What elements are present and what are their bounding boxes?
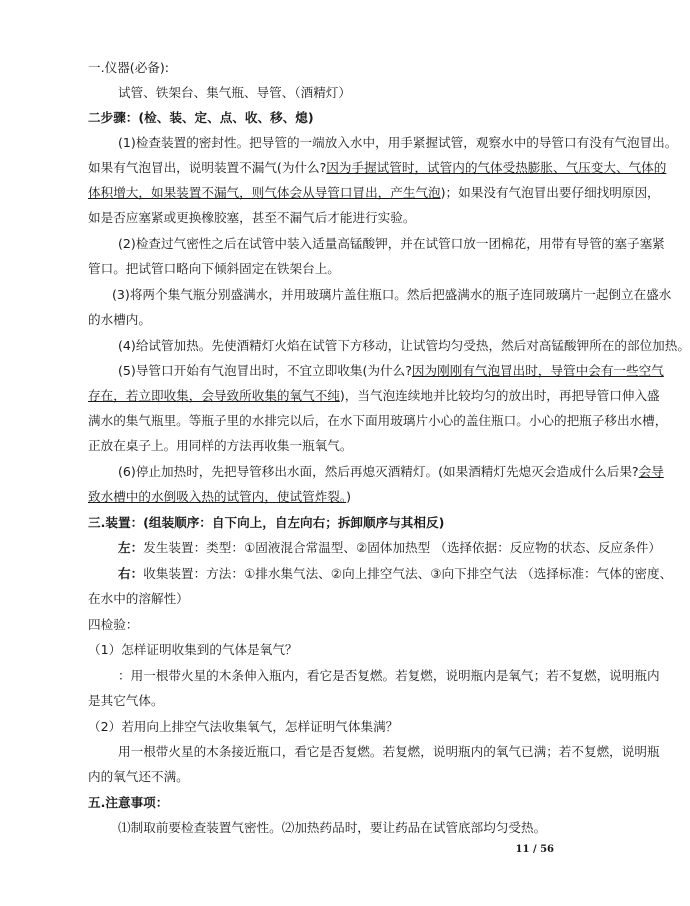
equipment-list: 试管、铁架台、集气瓶、导管、（酒精灯） xyxy=(118,85,351,100)
section-title-notes: 五.注意事项： xyxy=(88,795,169,810)
step-1-line-4: 如是否应塞紧或更换橡胶塞，甚至不漏气后才能进行实验。 xyxy=(88,210,416,225)
step-2-line-1: (2)检查过气密性之后在试管中装入适量高锰酸钾，并在试管口放一团棉花，用带有导管的塞子塞紧 xyxy=(118,236,665,251)
step-5-line-1: (5)导管口开始有气泡冒出时，不宜立即收集(为什么?因为刚刚有气泡冒出时，导管中会有一些空气 xyxy=(118,363,664,378)
answer-2-line-2: 内的氧气还不满。 xyxy=(88,769,189,784)
step-5-line-3: 满水的集气瓶里。等瓶子里的水排完以后，在水下面用玻璃片小心的盖住瓶口。小心的把瓶子移出水槽， xyxy=(88,413,668,428)
apparatus-right: 右：收集装置：方法：①排水集气法、②向上排空气法、③向下排空气法 （选择标准：气体的密度、 xyxy=(118,566,673,581)
question-1: （1）怎样证明收集到的气体是氧气？ xyxy=(88,642,298,657)
step-2-line-2: 管口。把试管口略向下倾斜固定在铁架台上。 xyxy=(88,261,340,276)
step-4: (4)给试管加热。先使酒精灯火焰在试管下方移动，让试管均匀受热，然后对高锰酸钾所在的部位加热。 xyxy=(118,338,690,353)
answer-1-line-1: ：用一根带火星的木条伸入瓶内，看它是否复燃。若复燃，说明瓶内是氧气；若不复燃，说明瓶内 xyxy=(118,668,660,683)
section-title-instruments: 一.仪器(必备): xyxy=(88,60,170,75)
step-5-line-4: 正放在桌子上。用同样的方法再收集一瓶氧气。 xyxy=(88,438,353,453)
step-6-line-1: (6)停止加热时，先把导管移出水面，然后再熄灭酒精灯。(如果酒精灯先熄灭会造成什么后果?会导 xyxy=(118,464,664,479)
answer-2-line-1: 用一根带火星的木条接近瓶口，看它是否复燃。若复燃，说明瓶内的氧气已满；若不复燃，说明瓶 xyxy=(118,744,660,759)
section-title-apparatus: 三.装置：(组装顺序：自下向上，自左向右；拆卸顺序与其相反) xyxy=(88,515,445,530)
section-title-test: 四检验： xyxy=(88,617,139,632)
step-5-line-2: 存在，若立即收集，会导致所收集的氧气不纯)，当气泡连续地并比较均匀的放出时，再把导管口伸入盛 xyxy=(88,388,660,403)
step-1-line-3: 体积增大，如果装置不漏气，则气体会从导管口冒出，产生气泡)；如果没有气泡冒出要仔细找明原因， xyxy=(88,185,660,200)
notes-line-1: ⑴制取前要检查装置气密性。⑵加热药品时，要让药品在试管底部均匀受热。 xyxy=(118,820,547,835)
step-6-line-2: 致水槽中的水倒吸入热的试管内，使试管炸裂。) xyxy=(88,489,352,504)
step-3-line-1: (3)将两个集气瓶分别盛满水，并用玻璃片盖住瓶口。然后把盛满水的瓶子连同玻璃片一起倒立在盛水 xyxy=(112,287,672,302)
step-1-line-1: (1)检查装置的密封性。把导管的一端放入水中，用手紧握试管，观察水中的导管口有没有气泡冒出。 xyxy=(118,135,678,150)
page-number: 11 / 56 xyxy=(515,844,554,855)
apparatus-left: 左：发生装置：类型：①固液混合常温型、②固体加热型 （选择依据：反应物的状态、反应条件） xyxy=(118,540,661,555)
answer-1-line-2: 是其它气体。 xyxy=(88,693,164,708)
step-1-line-2: 如果有气泡冒出，说明装置不漏气(为什么?因为手握试管时，试管内的气体受热膨胀、气压变大、气体的 xyxy=(88,160,667,175)
question-2: （2）若用向上排空气法收集氧气，怎样证明气体集满？ xyxy=(88,719,399,734)
apparatus-right-cont: 在水中的溶解性） xyxy=(88,591,189,606)
step-3-line-2: 的水槽内。 xyxy=(88,312,151,327)
section-title-steps: 二步骤：(检、装、定、点、收、移、熄) xyxy=(88,110,314,125)
